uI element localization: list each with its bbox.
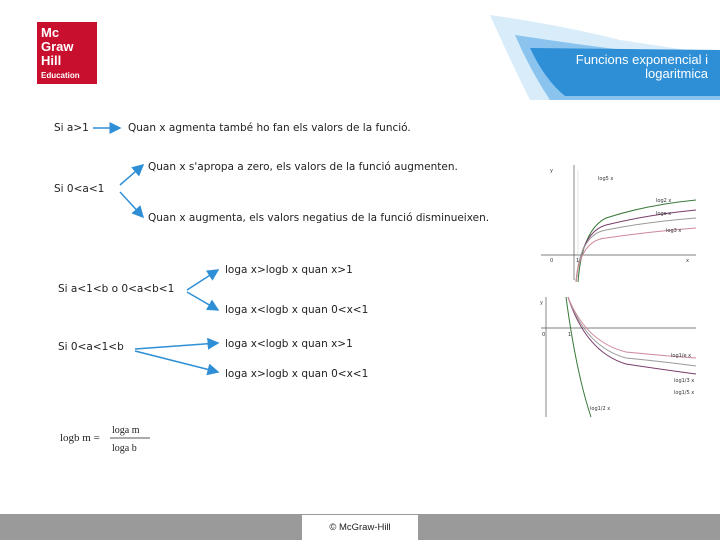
footer-copyright: © McGraw-Hill: [302, 515, 418, 540]
log-graph-base-lt-1: [536, 292, 701, 420]
graph2-label-log-1-5: log1/5 x: [674, 390, 695, 396]
graph2-label-1: 1: [568, 332, 572, 338]
graph1-label-log5: log5 x: [598, 176, 614, 182]
logo-line-4: Education: [41, 71, 80, 80]
arrow-compare1-a: [187, 270, 218, 290]
graph1-label-0: 0: [550, 258, 554, 264]
graph2-label-log-1-e: log1/e x: [671, 353, 692, 359]
logo-line-1: Mc: [41, 25, 60, 40]
page-title-line-2: logaritmica: [645, 65, 708, 81]
graph1-label-log2: log2 x: [656, 198, 672, 204]
text-compare1-b: loga x<logb x quan 0<x<1: [225, 304, 369, 316]
formula-denominator: loga b: [112, 443, 137, 454]
label-compare1: Si a<1<b o 0<a<b<1: [58, 283, 175, 295]
text-increase: Quan x augmenta, els valors negatius de la funció disminueixen.: [148, 212, 490, 224]
arrow-compare1-b: [187, 292, 218, 310]
mcgraw-hill-logo: [37, 22, 97, 84]
text-compare2-a: loga x<logb x quan x>1: [225, 338, 353, 350]
formula-numerator: loga m: [112, 425, 140, 436]
logo-line-2: Graw: [41, 39, 74, 54]
graph1-label-log3: log3 x: [666, 228, 682, 234]
graph2-curve-log-1-5: [568, 297, 696, 358]
label-compare2: Si 0<a<1<b: [58, 341, 124, 353]
arrow-increase: [120, 192, 143, 217]
page-title-line-1: Funcions exponencial i: [575, 52, 708, 67]
page-title: [488, 53, 708, 80]
logo-line-3: Hill: [41, 53, 62, 68]
graph2-label-y: y: [540, 300, 543, 306]
label-a-gt-1: Si a>1: [54, 122, 89, 134]
graph2-label-0: 0: [542, 332, 546, 338]
graph2-curve-log-1-e: [568, 297, 696, 374]
graph2-label-log-1-3: log1/3 x: [674, 378, 695, 384]
graph1-label-1: 1: [576, 258, 580, 264]
text-zero-approach: Quan x s'apropa a zero, els valors de la funció augmenten.: [148, 161, 458, 173]
text-compare2-b: loga x>logb x quan 0<x<1: [225, 368, 369, 380]
text-compare1-a: loga x>logb x quan x>1: [225, 264, 353, 276]
log-graph-base-gt-1: [536, 160, 701, 285]
graph1-curve-loge: [576, 210, 696, 282]
graph1-label-x: x: [686, 258, 689, 264]
arrow-zero-approach: [120, 165, 143, 185]
graph2-curve-log-half: [566, 297, 591, 417]
arrow-compare2-a: [135, 343, 218, 349]
header-wave: [470, 0, 720, 100]
graph1-label-loge: loge x: [656, 211, 672, 217]
arrow-compare2-b: [135, 351, 218, 372]
text-a-gt-1: Quan x agmenta també ho fan els valors de la funció.: [128, 122, 411, 134]
change-of-base-formula: [58, 418, 158, 458]
graph1-label-y: y: [550, 168, 553, 174]
label-a-between-0-1: Si 0<a<1: [54, 183, 105, 195]
graph2-label-log-half: log1/2 x: [590, 406, 611, 412]
formula-lhs: logb m =: [60, 432, 100, 444]
